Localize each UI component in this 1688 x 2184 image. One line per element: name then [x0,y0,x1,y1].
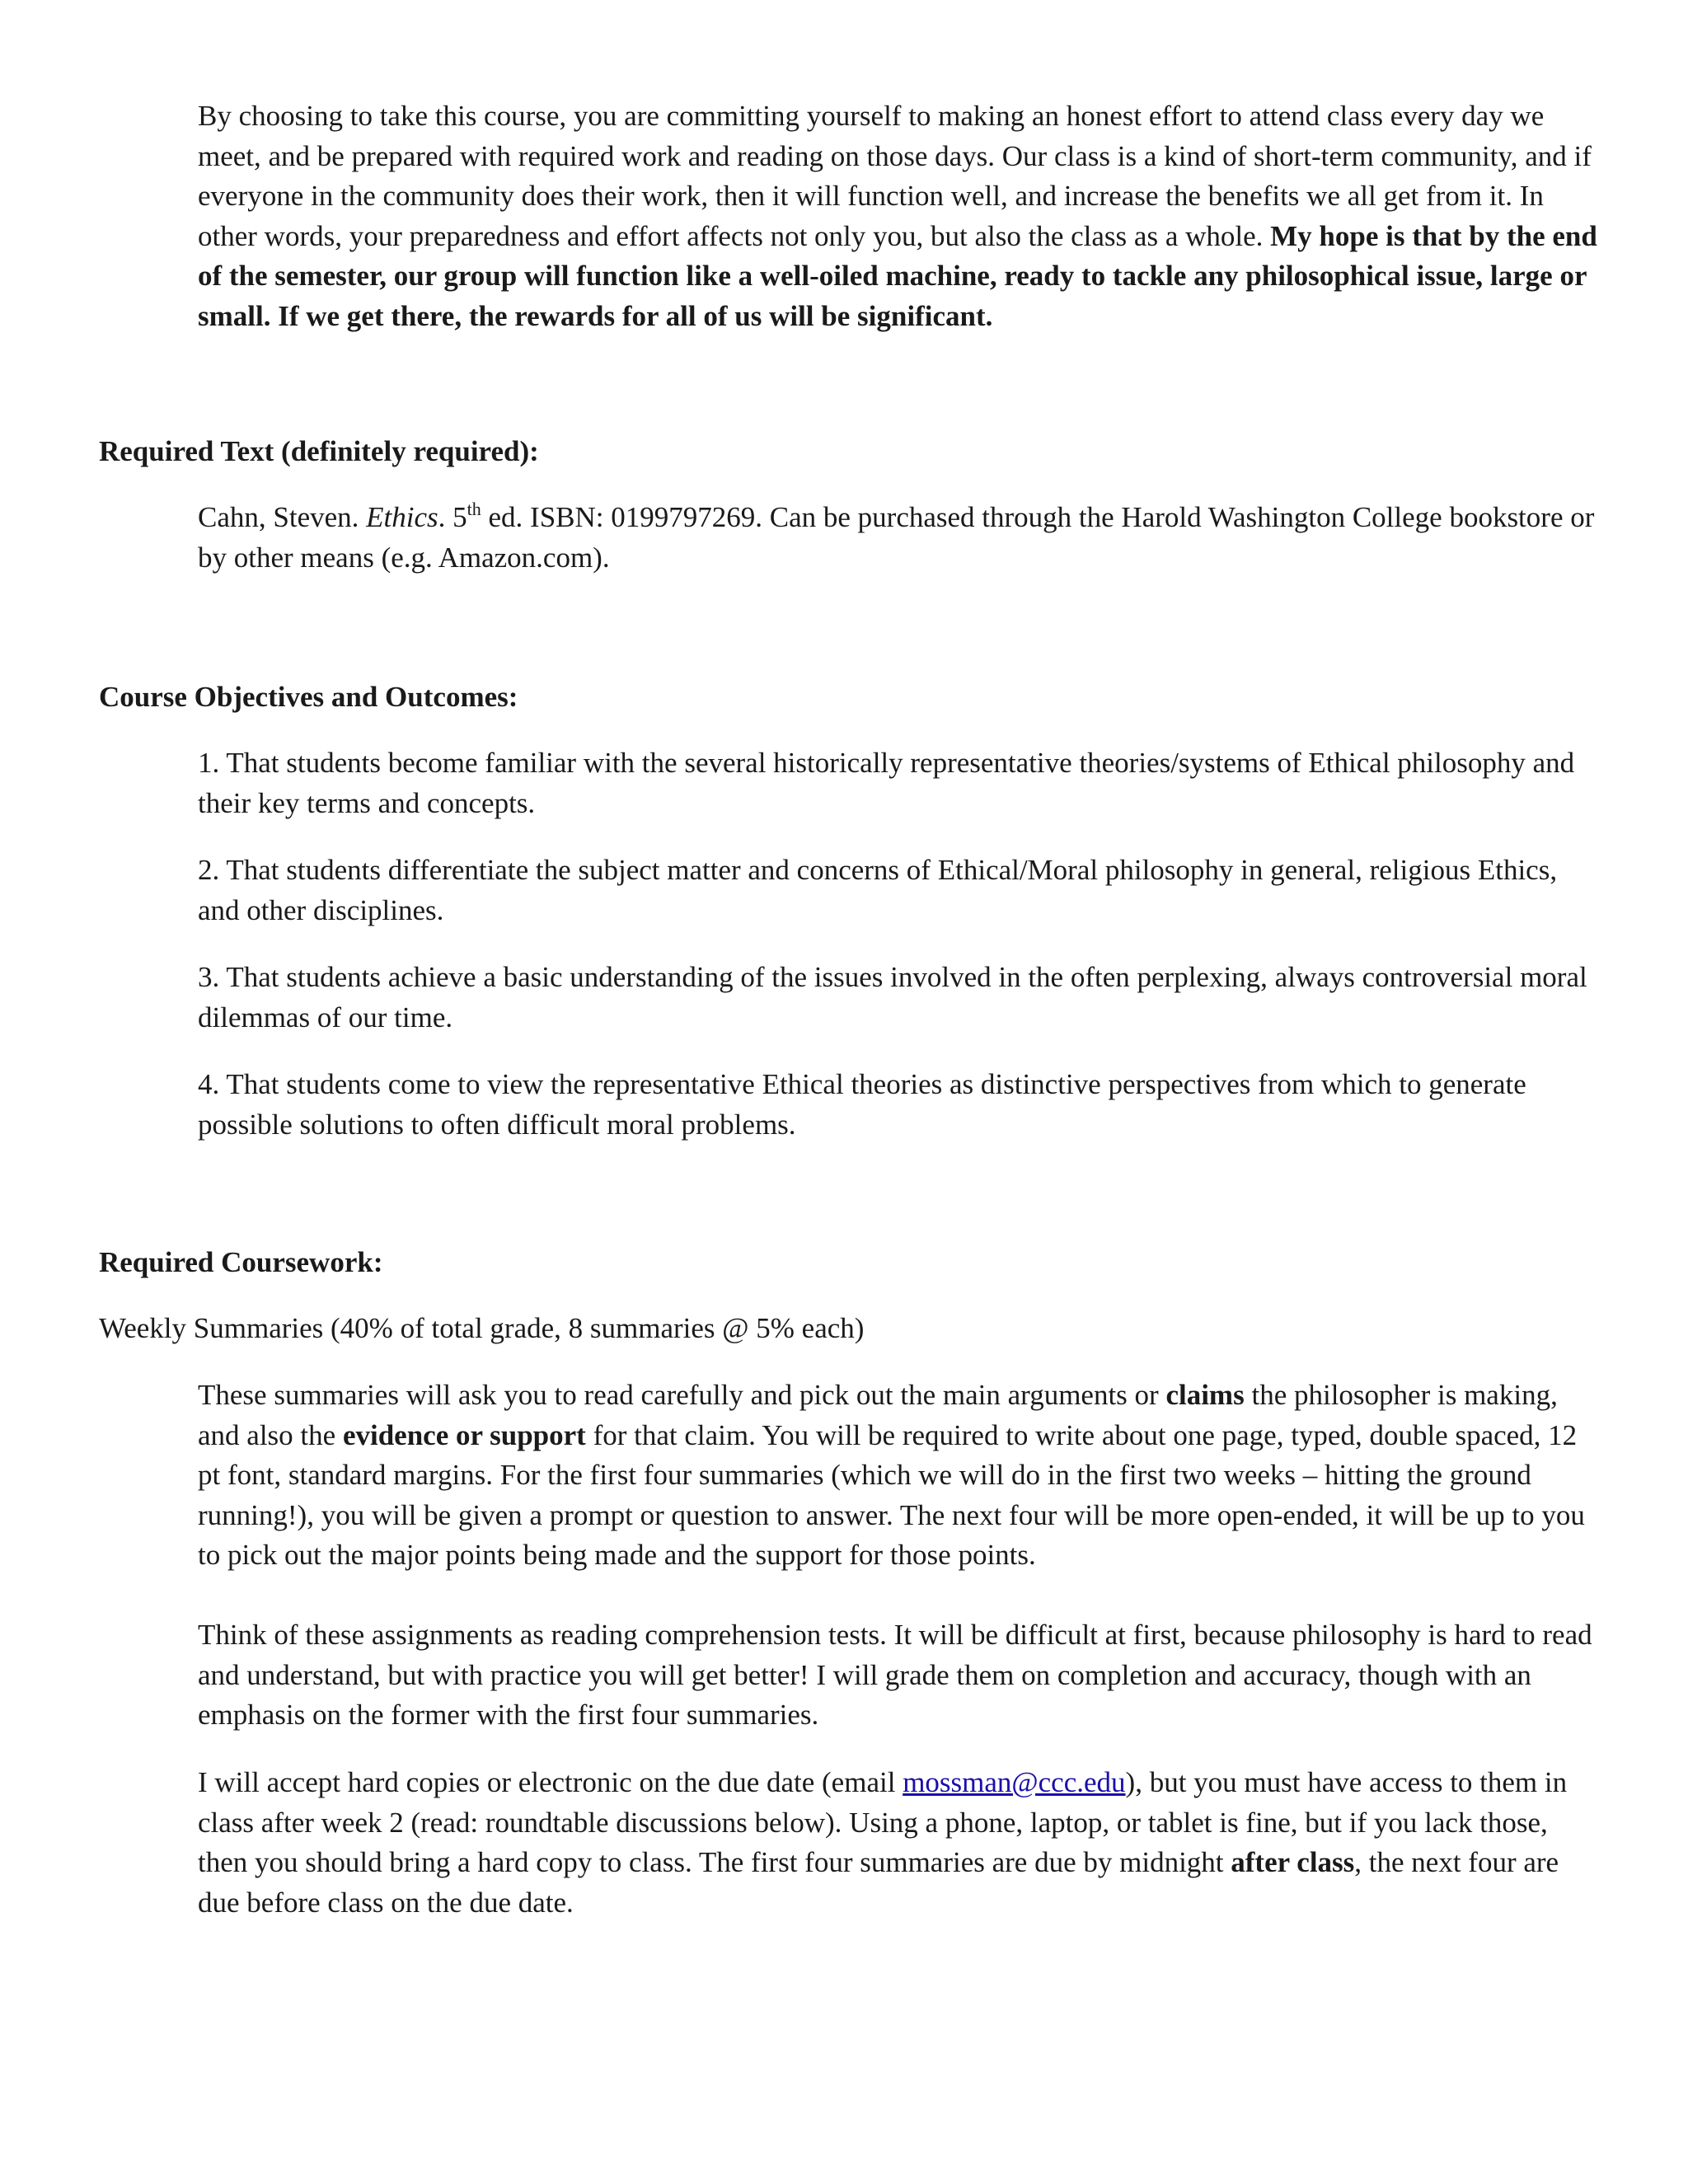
objective-item: 3. That students achieve a basic understanding of the issues involved in the often perplexing, always controversial moral dilemmas of our time. [198,961,1587,1033]
email-link[interactable]: mossman@ccc.edu [903,1766,1126,1798]
coursework-heading: Required Coursework: [99,1246,383,1278]
intro-paragraph [198,96,1599,336]
objective-item: 2. That students differentiate the subject matter and concerns of Ethical/Moral philosophy in general, religious Ethics, and other disciplines. [198,854,1558,926]
summaries-paragraph-2: Think of these assignments as reading comprehension tests. It will be difficult at first, because philosophy is hard to read and understand, but with practice you will get better! I will grade them on completion and accuracy, though with an emphasis on the former with the first four summaries. [198,1619,1592,1731]
required-text-heading: Required Text (definitely required): [99,435,539,467]
intro-text: By choosing to take this course, you are committing yourself to making an honest effort to attend class every day we meet, and be prepared with required work and reading on those days. Our class is a kind of short-term community, and if everyone in the community does their work, then it will function well, and increase the benefits we all get from it. In other words, your preparedness and effort affects not only you, but also the class as a whole. [198,100,1592,252]
citation-title: Ethics [366,501,438,533]
p1-bold-claims: claims [1165,1379,1245,1411]
summaries-paragraph-3 [198,1763,1599,1923]
weekly-summaries-subheading: Weekly Summaries (40% of total grade, 8 summaries @ 5% each) [99,1312,865,1344]
p3-text-b: ), but you must have access to them in class after week 2 (read: roundtable discussions below). Using a phone, laptop, or tablet is fine, but if you lack those, then you should bring a hard copy to class. The first four summaries are due by midnight [198,1766,1568,1878]
required-text-citation [198,498,1599,578]
p1-text-a: These summaries will ask you to read carefully and pick out the main arguments or [198,1379,1166,1411]
objective-item: 1. That students become familiar with the several historically representative theories/systems of Ethical philosophy and their key terms and concepts. [198,747,1575,819]
summaries-paragraph-1 [198,1376,1599,1576]
citation-author: Cahn, Steven. [198,501,367,533]
p1-text-c: the philosopher is making, and also the [198,1379,1558,1451]
p3-bold-after-class: after class [1231,1846,1355,1878]
p3-text-c: , the next four are due before class on the due date. [198,1846,1559,1919]
objective-item: 4. That students come to view the representative Ethical theories as distinctive perspectives from which to generate possible solutions to often difficult moral problems. [198,1068,1526,1141]
citation-after-title: . 5 [438,501,467,533]
intro-bold-text: My hope is that by the end of the semester, our group will function like a well-oiled machine, ready to tackle any philosophical issue, large or small. If we get there, the rewards for all of us will be significant. [198,219,1597,332]
p1-text-e: for that claim. You will be required to write about one page, typed, double spaced, 12 pt font, standard margins. For the first four summaries (which we will do in the first two weeks – hitting the ground running!), you will be given a prompt or question to answer. The next four will be more open-ended, it will be up to you to pick out the major points being made and the support for those points. [198,1418,1585,1571]
citation-edition-sup: th [467,499,481,519]
citation-rest: ed. ISBN: 0199797269. Can be purchased through the Harold Washington College bookstore or by other means (e.g. Amazon.com). [198,501,1595,574]
p1-bold-evidence: evidence or support [342,1418,586,1451]
p3-text-a: I will accept hard copies or electronic on the due date (email [198,1766,903,1798]
objectives-heading: Course Objectives and Outcomes: [99,681,518,713]
